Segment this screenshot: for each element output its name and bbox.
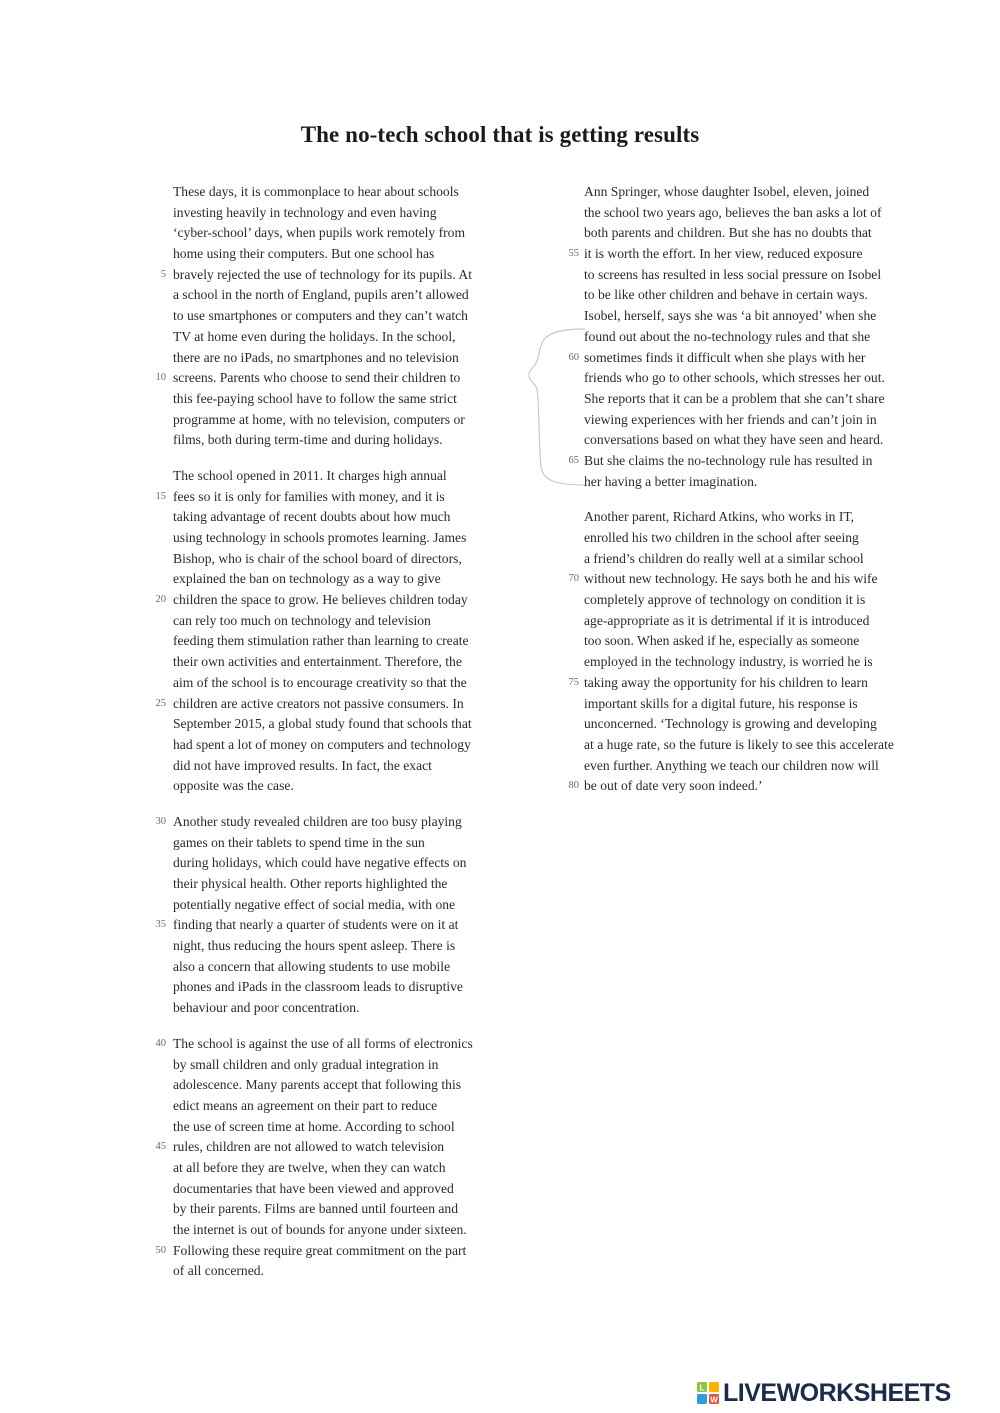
line-text: conversations based on what they have seen and heard.	[584, 432, 884, 448]
svg-text:W: W	[710, 1395, 718, 1404]
text-line	[153, 735, 533, 756]
line-number: 60	[568, 351, 579, 363]
line-text: investing heavily in technology and even having	[173, 204, 437, 220]
paragraph-gap	[153, 451, 533, 466]
text-line	[153, 430, 533, 451]
line-text: ‘cyber-school’ days, when pupils work remotely from	[173, 225, 466, 241]
line-text: using technology in schools promotes learning. James	[173, 530, 467, 545]
line-text: aim of the school is to encourage creativity so that the	[173, 674, 467, 690]
line-text: The school opened in 2011. It charges high annual	[173, 467, 447, 483]
text-line	[566, 430, 926, 451]
line-number: 40	[155, 1037, 166, 1049]
line-text: The school is against the use of all forms of electronics	[173, 1035, 473, 1051]
line-text: Another parent, Richard Atkins, who works in IT,	[584, 509, 855, 525]
text-line	[153, 895, 533, 916]
text-line	[153, 1241, 533, 1262]
text-line	[566, 694, 926, 715]
line-text: by their parents. Films are banned until fourteen and	[173, 1201, 459, 1217]
text-line	[566, 631, 926, 652]
text-line	[153, 182, 533, 203]
line-text: TV at home even during the holidays. In the school,	[173, 328, 456, 344]
line-text: both parents and children. But she has no doubts that	[584, 225, 872, 241]
text-line	[566, 223, 926, 244]
line-text: bravely rejected the use of technology for its pupils. At	[173, 266, 472, 282]
text-line	[153, 756, 533, 777]
line-text: age-appropriate as it is detrimental if it is introduced	[584, 612, 870, 628]
line-text: their own activities and entertainment. Therefore, the	[173, 654, 462, 670]
text-line	[566, 507, 926, 528]
line-text: it is worth the effort. In her view, reduced exposure	[584, 246, 863, 262]
line-text: to be like other children and behave in certain ways.	[584, 287, 868, 303]
line-text: rules, children are not allowed to watch television	[173, 1139, 445, 1155]
line-text: be out of date very soon indeed.’	[584, 778, 763, 794]
liveworksheets-logo-icon	[697, 1382, 719, 1404]
line-text: to screens has resulted in less social pressure on Isobel	[584, 266, 882, 282]
line-text: at all before they are twelve, when they can watch	[173, 1159, 446, 1175]
text-line	[566, 673, 926, 694]
text-line	[153, 528, 533, 549]
text-line	[153, 368, 533, 389]
line-number: 25	[155, 697, 166, 709]
text-line	[153, 410, 533, 431]
left-text-column	[153, 182, 533, 1282]
text-line	[566, 735, 926, 756]
line-text: too soon. When asked if he, especially as someone	[584, 633, 860, 649]
line-text: by small children and only gradual integration in	[173, 1056, 439, 1072]
text-line	[153, 1034, 533, 1055]
line-text: of all concerned.	[173, 1263, 264, 1279]
text-line	[153, 327, 533, 348]
line-text: September 2015, a global study found that schools that	[173, 716, 472, 732]
text-line	[566, 389, 926, 410]
line-text: games on their tablets to spend time in the sun	[173, 834, 425, 850]
text-line	[153, 285, 533, 306]
text-line	[153, 348, 533, 369]
text-line	[153, 466, 533, 487]
article-title: The no-tech school that is getting results	[300, 122, 700, 147]
line-text: These days, it is commonplace to hear about schools	[173, 184, 459, 199]
text-line	[153, 1199, 533, 1220]
line-text: Isobel, herself, says she was ‘a bit annoyed’ when she	[584, 308, 877, 324]
text-line	[153, 833, 533, 854]
line-text: to use smartphones or computers and they can’t watch	[173, 308, 468, 324]
line-text: a school in the north of England, pupils aren’t allowed	[173, 287, 469, 303]
text-line	[153, 776, 533, 797]
line-text: She reports that it can be a problem that she can’t share	[584, 390, 885, 406]
line-number: 55	[568, 248, 579, 260]
text-line	[153, 590, 533, 611]
text-line	[153, 1075, 533, 1096]
line-text: their physical health. Other reports highlighted the	[173, 876, 448, 891]
text-line	[566, 714, 926, 735]
line-text: behaviour and poor concentration.	[173, 1000, 360, 1016]
text-line	[153, 569, 533, 590]
line-text: home using their computers. But one school has	[173, 246, 435, 262]
line-text: programme at home, with no television, computers or	[173, 411, 465, 427]
text-line	[153, 1179, 533, 1200]
line-text: at a huge rate, so the future is likely to see this accelerate	[584, 736, 894, 752]
text-line	[153, 611, 533, 632]
line-number: 70	[568, 573, 579, 585]
text-line	[566, 182, 926, 203]
line-number: 20	[155, 594, 166, 606]
line-text: also a concern that allowing students to use mobile	[173, 958, 451, 974]
text-line	[153, 998, 533, 1019]
line-text: there are no iPads, no smartphones and no television	[173, 349, 459, 365]
text-line	[566, 285, 926, 306]
line-text: the school two years ago, believes the ban asks a lot of	[584, 204, 882, 220]
text-line	[566, 306, 926, 327]
text-line	[153, 957, 533, 978]
text-line	[566, 611, 926, 632]
text-line	[153, 812, 533, 833]
line-text: employed in the technology industry, is worried he is	[584, 654, 873, 670]
text-line	[153, 507, 533, 528]
text-line	[566, 368, 926, 389]
line-number: 15	[155, 490, 166, 502]
text-line	[566, 549, 926, 570]
text-line	[153, 714, 533, 735]
line-text: unconcerned. ‘Technology is growing and developing	[584, 716, 877, 732]
text-line	[153, 1261, 533, 1282]
line-number: 80	[568, 780, 579, 792]
text-line	[153, 306, 533, 327]
line-text: the use of screen time at home. According to school	[173, 1118, 455, 1134]
text-line	[153, 549, 533, 570]
line-number: 50	[155, 1244, 166, 1256]
paragraph-gap	[566, 492, 926, 507]
line-number: 75	[568, 676, 579, 688]
text-line	[153, 1117, 533, 1138]
line-text: taking away the opportunity for his children to learn	[584, 674, 868, 690]
text-line	[566, 569, 926, 590]
line-text: without new technology. He says both he and his wife	[584, 571, 878, 587]
line-number: 65	[568, 454, 579, 466]
line-text: Following these require great commitment on the part	[173, 1242, 467, 1258]
line-text: friends who go to other schools, which stresses her out.	[584, 370, 885, 386]
text-line	[153, 1220, 533, 1241]
line-text: feeding them stimulation rather than learning to create	[173, 633, 469, 649]
line-text: potentially negative effect of social media, with one	[173, 896, 456, 912]
text-line	[153, 694, 533, 715]
text-line	[153, 853, 533, 874]
svg-text:L: L	[699, 1383, 705, 1393]
line-text: children are active creators not passive consumers. In	[173, 695, 464, 711]
line-text: viewing experiences with her friends and can’t join in	[584, 411, 877, 427]
right-text-column	[566, 182, 926, 797]
line-text: adolescence. Many parents accept that following this	[173, 1077, 462, 1093]
text-line	[566, 652, 926, 673]
line-text: taking advantage of recent doubts about how much	[173, 509, 451, 525]
line-number: 5	[160, 268, 166, 280]
text-line	[566, 528, 926, 549]
line-text: night, thus reducing the hours spent asleep. There is	[173, 938, 456, 954]
line-text: edict means an agreement on their part to reduce	[173, 1097, 438, 1113]
text-line	[153, 652, 533, 673]
text-line	[153, 631, 533, 652]
text-line	[566, 348, 926, 369]
text-line	[566, 410, 926, 431]
line-text: completely approve of technology on condition it is	[584, 592, 866, 608]
line-text: Another study revealed children are too busy playing	[173, 813, 462, 829]
line-number: 10	[155, 372, 166, 384]
paragraph-gap	[153, 797, 533, 812]
liveworksheets-logo	[697, 1378, 951, 1408]
line-text: Bishop, who is chair of the school board of directors,	[173, 550, 462, 566]
text-line	[153, 244, 533, 265]
text-line	[153, 936, 533, 957]
line-text: enrolled his two children in the school after seeing	[584, 530, 859, 545]
text-line	[153, 874, 533, 895]
text-line	[153, 1096, 533, 1117]
line-number: 45	[155, 1141, 166, 1153]
text-line	[153, 389, 533, 410]
text-line	[153, 977, 533, 998]
text-line	[153, 203, 533, 224]
text-line	[566, 756, 926, 777]
line-text: phones and iPads in the classroom leads to disruptive	[173, 979, 463, 995]
line-text: opposite was the case.	[173, 778, 294, 794]
line-text: during holidays, which could have negative effects on	[173, 855, 467, 871]
line-text: sometimes finds it difficult when she plays with her	[584, 349, 866, 365]
line-text: explained the ban on technology as a way to give	[173, 571, 441, 587]
line-text: a friend’s children do really well at a similar school	[584, 550, 864, 566]
text-line	[566, 472, 926, 493]
text-line	[153, 223, 533, 244]
text-line	[566, 776, 926, 797]
line-text: even further. Anything we teach our children now will	[584, 757, 879, 773]
text-line	[153, 1158, 533, 1179]
text-line	[566, 244, 926, 265]
text-line	[153, 265, 533, 286]
line-text: the internet is out of bounds for anyone under sixteen.	[173, 1222, 467, 1237]
liveworksheets-brand-text: LIVEWORKSHEETS	[723, 1378, 951, 1407]
paragraph-gap	[153, 1019, 533, 1034]
line-text: Ann Springer, whose daughter Isobel, eleven, joined	[584, 184, 870, 199]
line-text: children the space to grow. He believes children today	[173, 592, 468, 608]
line-text: had spent a lot of money on computers and technology	[173, 736, 471, 752]
text-line	[566, 451, 926, 472]
text-line	[566, 265, 926, 286]
text-line	[566, 327, 926, 348]
line-text: fees so it is only for families with money, and it is	[173, 488, 445, 504]
text-line	[153, 1055, 533, 1076]
line-text: her having a better imagination.	[584, 473, 758, 489]
text-line	[153, 1137, 533, 1158]
text-line	[153, 487, 533, 508]
line-number: 35	[155, 919, 166, 931]
line-text: finding that nearly a quarter of students were on it at	[173, 917, 459, 933]
line-text: screens. Parents who choose to send their children to	[173, 370, 461, 386]
text-line	[153, 673, 533, 694]
line-text: important skills for a digital future, his response is	[584, 695, 858, 711]
line-text: films, both during term-time and during holidays.	[173, 432, 443, 448]
text-line	[566, 590, 926, 611]
line-text: did not have improved results. In fact, the exact	[173, 757, 432, 773]
line-number: 30	[155, 815, 166, 827]
text-line	[153, 915, 533, 936]
text-line	[566, 203, 926, 224]
line-text: found out about the no-technology rules and that she	[584, 328, 871, 344]
line-text: this fee-paying school have to follow the same strict	[173, 390, 457, 406]
line-text: But she claims the no-technology rule has resulted in	[584, 452, 873, 468]
line-text: can rely too much on technology and television	[173, 612, 431, 628]
margin-bracket-decoration	[527, 327, 587, 487]
line-text: documentaries that have been viewed and approved	[173, 1180, 454, 1196]
